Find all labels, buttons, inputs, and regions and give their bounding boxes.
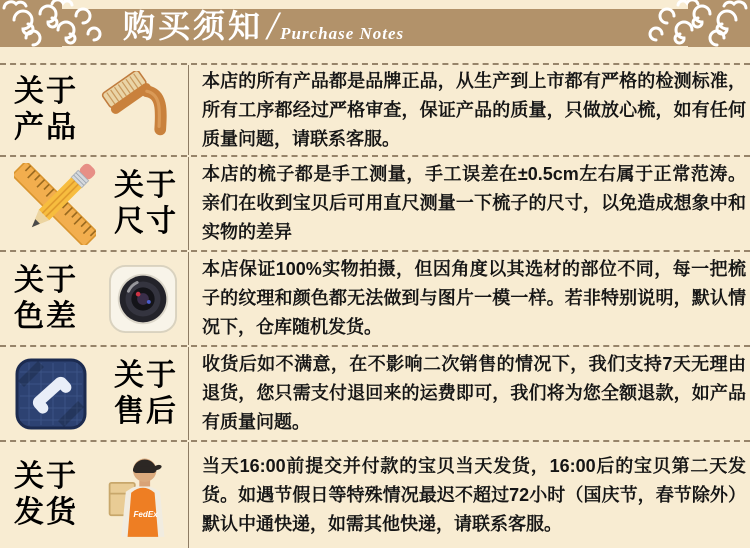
section-title: 关于 色差: [14, 263, 78, 333]
section-size-label: [0, 157, 189, 250]
page-title: 购买须知: [123, 8, 264, 44]
camera-icon: [108, 264, 178, 334]
section-after-sales-text: 收货后如不满意，在不影响二次销售的情况下，我们支持7天无理由退货，您只需支付退回来的运费即可，我们将为您全额退款，如产品有质量问题。: [202, 354, 746, 432]
section-product: [0, 63, 750, 155]
section-title: 关于 发货: [14, 460, 78, 529]
section-size-text: 本店的梳子都是手工测量，手工误差在±0.5cm左右属于正常范涛。亲们在收到宝贝后可用直尺测量一下梳子的尺寸，以免造成想象中和实物的差异: [202, 164, 746, 242]
purchase-notes-list: [0, 47, 750, 548]
section-size: [0, 155, 750, 250]
cloud-ornament-left-icon: [0, 0, 112, 47]
section-title: 关于 尺寸: [114, 168, 178, 238]
phone-icon: [14, 357, 88, 431]
header-banner: [0, 0, 750, 47]
section-after-sales-label: [0, 347, 189, 440]
section-product-text: 本店的所有产品都是品牌正品，从生产到上市都有严格的检测标准，所有工序都经过严格审查，保证产品的质量，只做放心梳，如有任何质量问题，请联系客服。: [202, 70, 746, 149]
title-slash: /: [267, 3, 279, 48]
section-title: 关于 产品: [14, 75, 78, 144]
section-color-label: [0, 252, 189, 345]
cloud-ornament-right-icon: [638, 0, 750, 47]
section-product-label: [0, 65, 189, 155]
section-shipping-label: [0, 442, 189, 548]
ruler-pencil-icon: [14, 163, 96, 245]
comb-icon: [100, 71, 178, 149]
section-shipping: [0, 440, 750, 548]
page-subtitle: Purchase Notes: [280, 24, 405, 43]
courier-vest-label: FedEx: [133, 510, 158, 520]
section-title: 关于 售后: [114, 358, 178, 428]
section-color-difference: [0, 250, 750, 345]
section-after-sales: [0, 345, 750, 440]
section-shipping-text: 当天16:00前提交并付款的宝贝当天发货，16:00后的宝贝第二天发货。如遇节假日等特殊情况最迟不超过72小时（国庆节，春节除外）默认中通快递，如需其他快递，请联系客服。: [202, 455, 746, 534]
courier-icon: [106, 451, 178, 539]
section-color-text: 本店保证100%实物拍摄，但因角度以其选材的部位不同，每一把梳子的纹理和颜色都无法做到与图片一模一样。若非特别说明，默认情况下，仓库随机发货。: [202, 259, 746, 337]
